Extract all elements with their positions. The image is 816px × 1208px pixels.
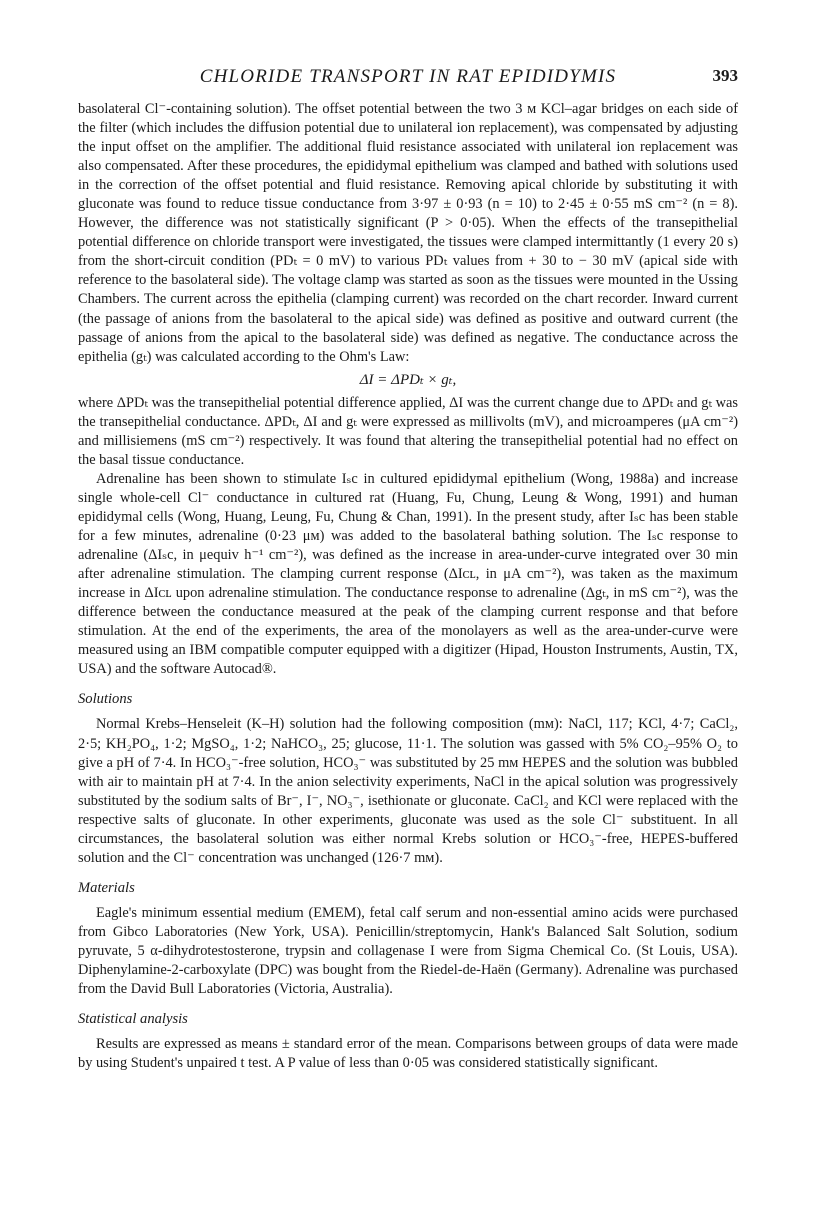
article-body <box>78 100 738 1073</box>
paragraph-statistics: Results are expressed as means ± standard error of the mean. Comparisons between groups of data were made by using Student's unpaired t test. A P value of less than 0·05 was considered statistically significant. <box>78 1036 738 1072</box>
paragraph-equation-explanation: where ΔPDₜ was the transepithelial potential difference applied, ΔI was the current change due to ΔPDₜ and gₜ was the transepithelial conductance. ΔPDₜ, ΔI and gₜ were expressed as millivolts (mV), and microamperes (μA cm⁻²) and millisiemens (mS cm⁻²) respectively. It was found that altering the transepithelial potential had no effect on the basal tissue conductance. <box>78 394 738 468</box>
ohms-law-equation: ΔI = ΔPDₜ × gₜ, <box>359 371 457 388</box>
paragraph-solutions: Normal Krebs–Henseleit (K–H) solution had the following composition (mᴍ): NaCl, 117; KCl, 4·7; CaCl₂, 2·5; KH₂PO₄, 1·2; MgSO₄, 1·2; NaHCO₃, 25; glucose, 11·1. The solution was gassed with 5% CO₂–95% O₂ to give a pH of 7·4. In HCO₃⁻-free solution, HCO₃⁻ was substituted by 25 mᴍ HEPES and the solution was bubbled with air to maintain pH at 7·4. In the anion selectivity experiments, NaCl in the apical solution was progressively substituted by the sodium salts of Br⁻, I⁻, NO₃⁻, isethionate or gluconate. CaCl₂ and KCl were replaced with the respective salts of gluconate. In other experiments, gluconate was used as the sole Cl⁻ substituent. In all circumstances, the basolateral solution was either normal Krebs solution or HCO₃⁻-free, HEPES-buffered solution and the Cl⁻ concentration was unchanged (126·7 mᴍ). <box>78 716 738 866</box>
section-heading-materials: Materials <box>78 879 135 896</box>
running-title: CHLORIDE TRANSPORT IN RAT EPIDIDYMIS <box>199 66 617 87</box>
paragraph-adrenaline: Adrenaline has been shown to stimulate Iₛc in cultured epididymal epithelium (Wong, 1988a) and increase single whole-cell Cl⁻ conductance in cultured rat (Huang, Fu, Chung, Leung & Wong, 1991) and human epididymal cells (Wong, Huang, Leung, Fu, Chung & Chan, 1991). In the present study, after Iₛc has been stable for a few minutes, adrenaline (0·23 μᴍ) was added to the basolateral bathing solution. The Iₛc response to adrenaline (ΔIₛc, in μequiv h⁻¹ cm⁻²), was defined as the increase in area-under-curve integrated over 30 min after adrenaline stimulation. The clamping current response (ΔIᴄʟ, in μA cm⁻²), was taken as the maximum increase in ΔIᴄʟ upon adrenaline stimulation. The conductance response to adrenaline (Δgₜ, in mS cm⁻²), was the difference between the conductance measured at the peak of the clamping current response and that before stimulation. At the end of the experiments, the area of the monolayers as well as the area-under-curve were measured using an IBM compatible computer equipped with a digitizer (Hipad, Houston Instruments, Austin, TX, USA) and the software Autocad®. <box>78 470 738 678</box>
paragraph-materials: Eagle's minimum essential medium (EMEM), fetal calf serum and non-essential amino acids were purchased from Gibco Laboratories (New York, USA). Penicillin/streptomycin, Hank's Balanced Salt Solution, sodium pyruvate, 5 α-dihydrotestosterone, trypsin and collagenase I were from Sigma Chemical Co. (St Louis, USA). Diphenylamine-2-carboxylate (DPC) was bought from the Riedel-de-Haën (Germany). Adrenaline was purchased from the David Bull Laboratories (Victoria, Australia). <box>78 904 738 998</box>
section-heading-statistics: Statistical analysis <box>78 1011 188 1028</box>
page-number: 393 <box>712 66 738 85</box>
section-heading-solutions: Solutions <box>78 691 133 708</box>
paragraph-methods-continued: basolateral Cl⁻-containing solution). The offset potential between the two 3 ᴍ KCl–agar bridges on each side of the filter (which includes the diffusion potential due to unilateral ion replacement), was compensated by adjusting the input offset on the amplifier. The additional fluid resistance associated with unilateral ion replacement was also compensated. After these procedures, the epididymal epithelium was clamped and bathed with solutions used in the correction of the offset potential and fluid resistance. Removing apical chloride by substituting it with gluconate was found to reduce tissue conductance from 3·97 ± 0·93 (n = 10) to 2·45 ± 0·55 mS cm⁻² (n = 8). However, the difference was not statistically significant (P > 0·05). When the effects of the transepithelial potential difference on chloride transport were investigated, the tissues were clamped intermittantly (1 every 20 s) from the short-circuit condition (PDₜ = 0 mV) to various PDₜ values from + 30 to − 30 mV (apical side with reference to the basolateral side). The voltage clamp was started as soon as the tissues were mounted in the Ussing Chambers. The current across the epithelia (clamping current) was recorded on the chart recorder. Inward current (the passage of anions from the basolateral to the apical side) was defined as positive and outward current (the passage of anions from the apical to the basolateral side) was defined as negative. The conductance across the epithelia (gₜ) was calculated according to the Ohm's Law: <box>78 101 738 365</box>
page-header <box>78 66 738 96</box>
